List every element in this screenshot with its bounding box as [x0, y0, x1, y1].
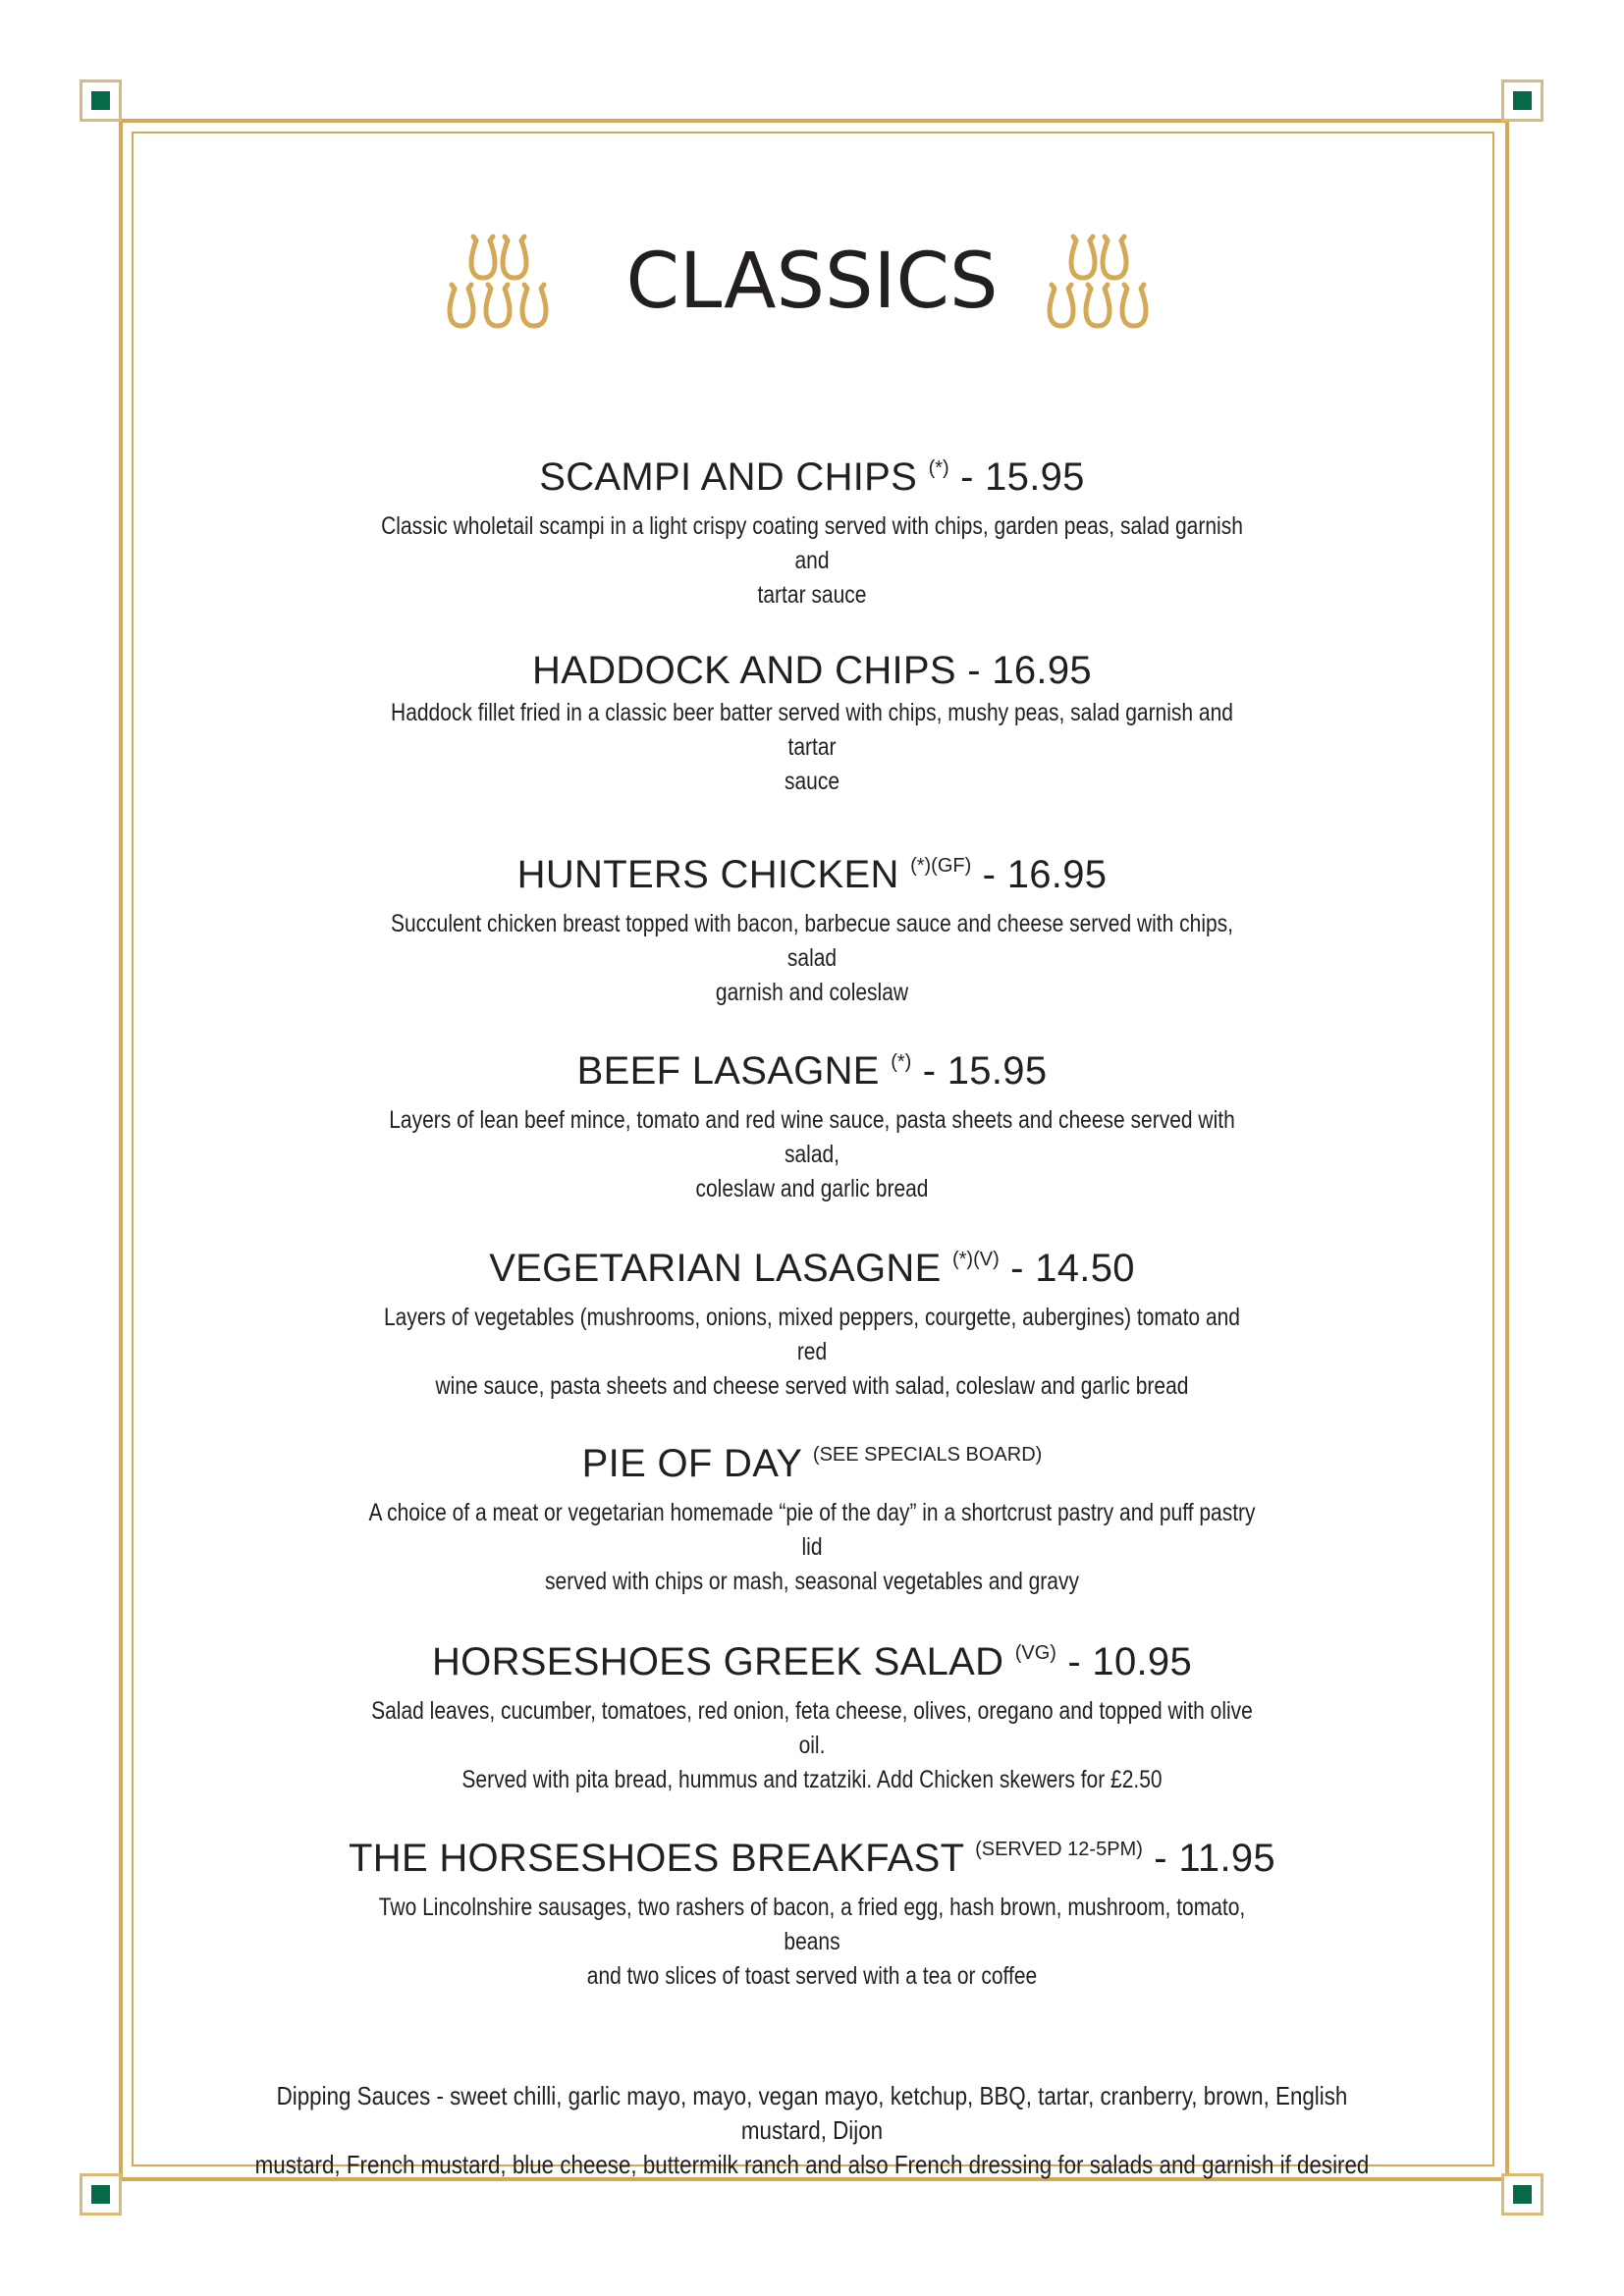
page-title: CLASSICS — [625, 238, 999, 326]
description-line: Classic wholetail scampi in a light crispy coating served with chips, garden peas, salad garnish and — [381, 512, 1243, 574]
menu-item — [137, 1243, 1487, 1404]
price-separator: - — [911, 1049, 947, 1093]
description-line: Layers of vegetables (mushrooms, onions, mixed peppers, courgette, aubergines) tomato and red — [384, 1304, 1240, 1365]
item-tags: (SEE SPECIALS BOARD) — [812, 1444, 1043, 1466]
description-line: A choice of a meat or vegetarian homemade “pie of the day” in a shortcrust pastry and puff pastry lid — [368, 1499, 1256, 1561]
item-name: BEEF LASAGNE — [576, 1049, 880, 1093]
menu-item — [137, 1438, 1487, 1599]
description-line: tartar sauce — [757, 581, 867, 609]
description-line: and two slices of toast served with a tea or coffee — [586, 1962, 1038, 1990]
description-line: wine sauce, pasta sheets and cheese served with salad, coleslaw and garlic bread — [435, 1372, 1189, 1400]
item-description — [366, 1103, 1257, 1206]
item-name: HORSESHOES GREEK SALAD — [431, 1640, 1004, 1683]
item-tags: (VG) — [1014, 1642, 1056, 1664]
item-tags: (*) — [891, 1051, 912, 1073]
item-description — [366, 1891, 1257, 1994]
description-line: coleslaw and garlic bread — [695, 1175, 929, 1202]
horseshoes-icon — [1045, 232, 1182, 330]
menu-item — [137, 452, 1487, 613]
description-line: served with chips or mash, seasonal vegetables and gravy — [545, 1568, 1079, 1595]
item-name: SCAMPI AND CHIPS — [539, 455, 918, 499]
title-row — [0, 228, 1624, 336]
dipping-sauces-note — [137, 2079, 1487, 2182]
item-price: 11.95 — [1178, 1837, 1275, 1880]
item-price: 10.95 — [1092, 1640, 1193, 1683]
footer-line: Dipping Sauces - sweet chilli, garlic mayo, mayo, vegan mayo, ketchup, BBQ, tartar, cranberry, brown, English mustard, Dijon — [276, 2081, 1348, 2145]
menu-item — [137, 1045, 1487, 1206]
description-line: garnish and coleslaw — [715, 979, 909, 1006]
menu-item-heading — [137, 1833, 1487, 1891]
item-description — [366, 1301, 1257, 1404]
menu-item-heading — [137, 1438, 1487, 1496]
description-line: Haddock fillet fried in a classic beer batter served with chips, mushy peas, salad garnish and tartar — [391, 699, 1233, 761]
item-description — [366, 907, 1257, 1010]
item-name: HADDOCK AND CHIPS — [532, 649, 956, 692]
item-description — [366, 1694, 1257, 1797]
menu-item — [137, 645, 1487, 799]
price-separator: - — [948, 455, 986, 499]
price-separator: - — [999, 1247, 1036, 1290]
green-square-icon — [1513, 91, 1532, 110]
item-name: PIE OF DAY — [581, 1442, 802, 1485]
corner-ornament-top-left — [80, 80, 122, 122]
description-line: Layers of lean beef mince, tomato and red wine sauce, pasta sheets and cheese served with salad, — [389, 1106, 1235, 1168]
item-price: 16.95 — [992, 649, 1092, 692]
item-tags: (SERVED 12-5PM) — [975, 1839, 1143, 1860]
menu-item-heading — [137, 452, 1487, 509]
menu-item-heading — [137, 1636, 1487, 1694]
menu-item-heading — [137, 849, 1487, 907]
item-tags: (*)(GF) — [910, 855, 972, 877]
item-price: 15.95 — [947, 1049, 1048, 1093]
description-line: Two Lincolnshire sausages, two rashers of bacon, a fried egg, hash brown, mushroom, tomato, beans — [378, 1894, 1246, 1955]
item-price: 16.95 — [1006, 853, 1108, 896]
corner-ornament-bottom-right — [1501, 2173, 1543, 2216]
item-description — [366, 1496, 1257, 1599]
menu-item-heading — [137, 645, 1487, 696]
price-separator: - — [1142, 1837, 1179, 1880]
item-price: 14.50 — [1035, 1247, 1135, 1290]
item-description — [366, 509, 1257, 613]
menu-item — [137, 849, 1487, 1010]
footer-line: mustard, French mustard, blue cheese, buttermilk ranch and also French dressing for salads and garnish if desired — [254, 2150, 1370, 2179]
item-tags: (*) — [928, 457, 949, 479]
item-tags: (*)(V) — [951, 1249, 1000, 1270]
price-separator: - — [971, 853, 1007, 896]
description-line: Served with pita bread, hummus and tzatziki. Add Chicken skewers for £2.50 — [461, 1766, 1163, 1793]
item-description — [366, 696, 1257, 799]
corner-ornament-top-right — [1501, 80, 1543, 122]
menu-item-heading — [137, 1045, 1487, 1103]
price-separator: - — [1056, 1640, 1093, 1683]
description-line: Salad leaves, cucumber, tomatoes, red onion, feta cheese, olives, oregano and topped with olive oil. — [371, 1697, 1253, 1759]
green-square-icon — [91, 91, 110, 110]
item-name: HUNTERS CHICKEN — [516, 853, 899, 896]
description-line: Succulent chicken breast topped with bacon, barbecue sauce and cheese served with chips, salad — [390, 910, 1234, 972]
corner-ornament-bottom-left — [80, 2173, 122, 2216]
menu-item — [137, 1833, 1487, 1994]
green-square-icon — [1513, 2185, 1532, 2204]
green-square-icon — [91, 2185, 110, 2204]
menu-item — [137, 1636, 1487, 1797]
item-name: THE HORSESHOES BREAKFAST — [349, 1837, 964, 1880]
menu-item-heading — [137, 1243, 1487, 1301]
item-price: 15.95 — [985, 455, 1085, 499]
price-separator: - — [955, 649, 993, 692]
item-name: VEGETARIAN LASAGNE — [489, 1247, 942, 1290]
description-line: sauce — [784, 768, 840, 795]
